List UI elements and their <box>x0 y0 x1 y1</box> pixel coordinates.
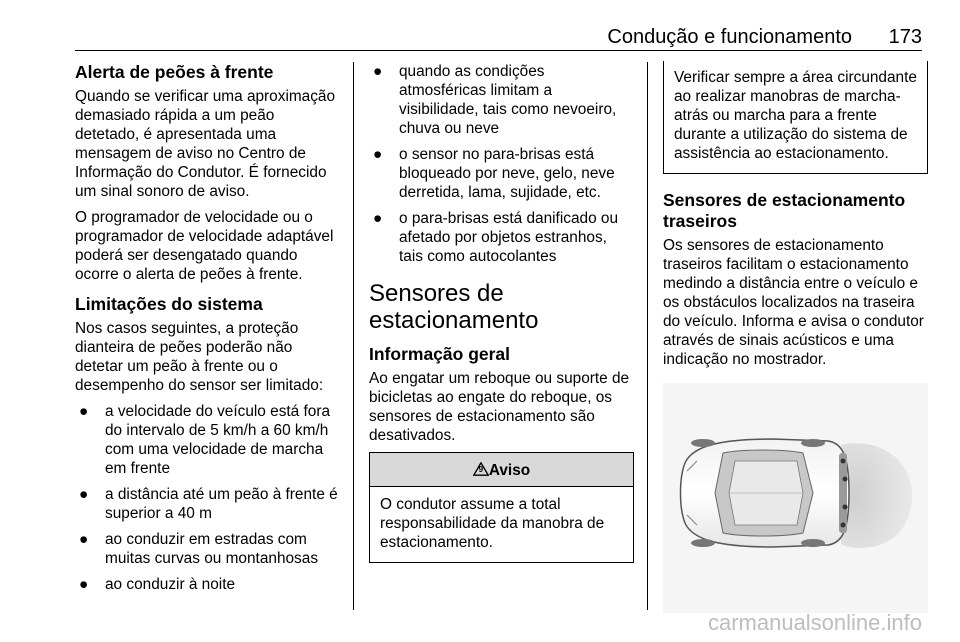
paragraph: Ao engatar um reboque ou suporte de bicicletas ao engate do reboque, os sensores de estacionamento são desativados. <box>369 370 630 444</box>
car-icon <box>681 439 850 547</box>
bullet-icon: ● <box>373 146 383 163</box>
list-item <box>75 530 340 568</box>
list-item-text: o para-brisas está danificado ou afetado por objetos estranhos, tais como autocolantes <box>399 210 619 265</box>
bullet-icon: ● <box>79 403 89 420</box>
bullet-icon: ● <box>373 210 383 227</box>
bullet-icon: ● <box>79 531 89 548</box>
header-title: Condução e funcionamento <box>607 26 852 48</box>
list-item-text: quando as condições atmosféricas limitam a visibilidade, tais como nevoeiro, chuva ou neve <box>399 63 617 137</box>
list-item <box>75 575 340 594</box>
column-1 <box>75 62 340 601</box>
section-heading-system-limitations: Limitações do sistema <box>75 294 263 314</box>
list-item-text: a velocidade do veículo está fora do intervalo de 5 km/h a 60 km/h com uma velocidade de marcha em frente <box>105 403 331 477</box>
page-header <box>75 22 922 51</box>
column-3 <box>663 62 928 613</box>
section-heading-pedestrian-alert: Alerta de peões à frente <box>75 62 274 82</box>
list-item <box>75 402 340 478</box>
note-box: Verificar sempre a área circundante ao realizar manobras de marcha-atrás ou marcha para a frente durante a utilização do sistema de assistência ao estacionamento. <box>663 61 928 174</box>
section-heading-general-info: Informação geral <box>369 344 511 364</box>
warning-symbol: 9 <box>478 465 484 474</box>
paragraph: Os sensores de estacionamento traseiros facilitam o estacionamento medindo a distância entre o veículo e os obstáculos localizados na traseira do veículo. Informa e avisa o condutor através de sinais acústicos e uma indicação no mostrador. <box>663 237 924 368</box>
list-item-text: o sensor no para-brisas está bloqueado por neve, gelo, neve derretida, lama, sujidade, etc. <box>399 146 615 201</box>
paragraph: Nos casos seguintes, a proteção dianteira de peões poderão não detetar um peão à frente ou o desempenho do sensor ser limitado: <box>75 320 324 394</box>
bullet-list <box>369 62 634 266</box>
warning-text: O condutor assume a total responsabilidade da manobra de estacionamento. <box>380 496 605 551</box>
section-heading-parking-sensors: Sensores de estacionamento <box>369 280 539 334</box>
paragraph: Quando se verificar uma aproximação demasiado rápida a um peão detetado, é apresentada uma mensagem de aviso no Centro de Informação do Condutor. É fornecido um sinal sonoro de aviso. <box>75 88 336 200</box>
column-2 <box>369 62 634 563</box>
list-item-text: ao conduzir à noite <box>105 576 236 593</box>
paragraph: O programador de velocidade ou o programador de velocidade adaptável poderá ser desengatado quando ocorre o alerta de peões à frente. <box>75 209 334 283</box>
bullet-icon: ● <box>79 576 89 593</box>
bullet-list <box>75 402 340 594</box>
column-divider-1 <box>353 62 354 610</box>
list-item <box>369 209 634 266</box>
warning-triangle-icon <box>473 462 489 476</box>
list-item-text: ao conduzir em estradas com muitas curvas ou montanhosas <box>105 531 319 567</box>
list-item <box>369 62 634 138</box>
bullet-icon: ● <box>79 486 89 503</box>
page-number: 173 <box>888 26 922 48</box>
list-item-text: a distância até um peão à frente é superior a 40 m <box>105 486 338 522</box>
section-heading-rear-parking-sensors: Sensores de estacionamento traseiros <box>663 190 906 231</box>
column-divider-2 <box>647 62 648 610</box>
warning-title: Aviso <box>488 462 531 479</box>
watermark: carmanualsonline.info <box>707 610 922 635</box>
warning-box <box>369 452 634 563</box>
car-sensor-illustration <box>663 383 928 613</box>
list-item <box>75 485 340 523</box>
list-item <box>369 145 634 202</box>
warning-header <box>370 453 633 487</box>
bullet-icon: ● <box>373 63 383 80</box>
